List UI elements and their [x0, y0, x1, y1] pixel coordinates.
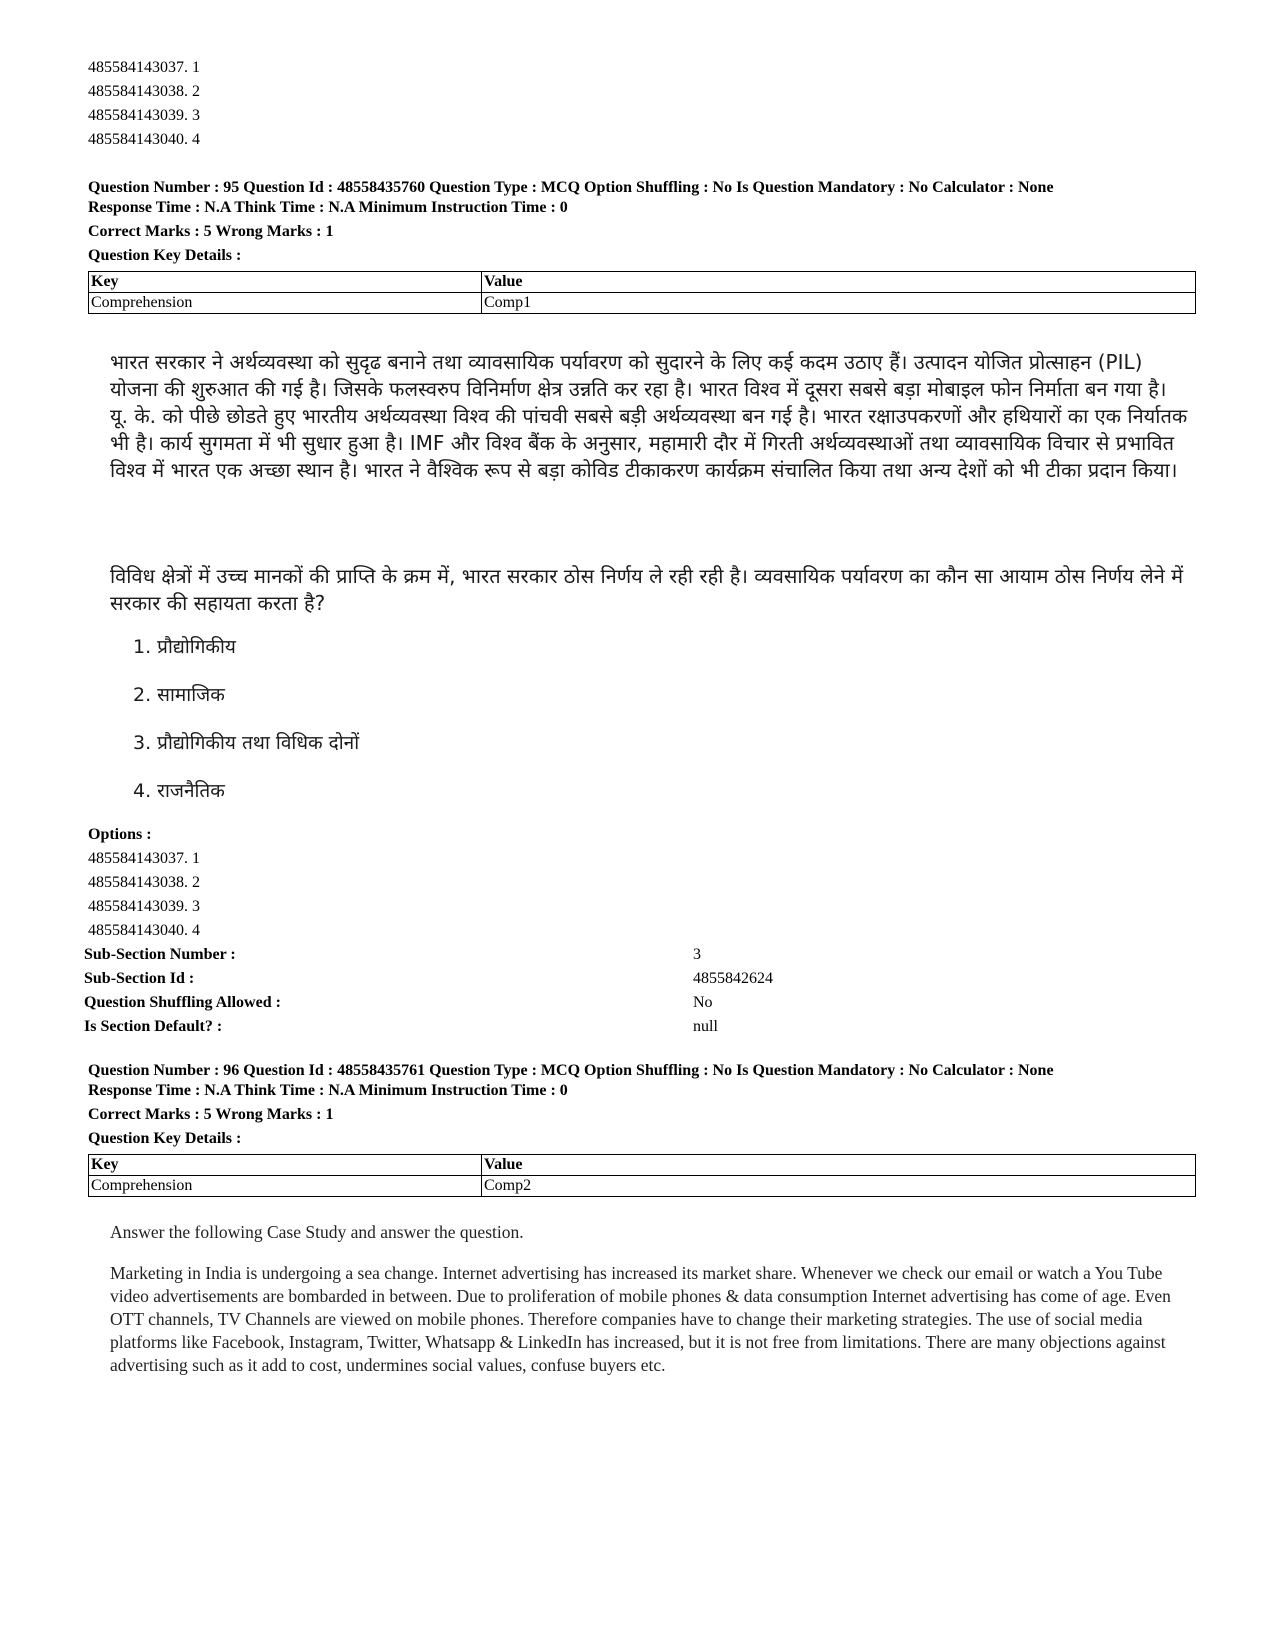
subsection-number-label: Sub-Section Number :: [84, 946, 236, 963]
case-study-intro: Answer the following Case Study and answer the question.: [110, 1222, 524, 1242]
key-details-label: Question Key Details :: [88, 247, 242, 264]
option-line: 485584143037. 1: [88, 59, 200, 76]
option-line: 485584143038. 2: [88, 83, 200, 100]
top-options-list: [88, 56, 200, 152]
question-96-header: [88, 1061, 1198, 1151]
question-96-passage-block: [110, 1221, 1190, 1377]
section-default-label: Is Section Default? :: [84, 1018, 223, 1035]
hindi-passage: भारत सरकार ने अर्थव्यवस्था को सुदृढ बनाने तथा व्यावसायिक पर्यावरण को सुदारने के लिए कई कदम उठाए हैं। उत्पादन योजित प्रोत्साहन (PIL) योजना की शुरुआत की गई है। जिसके फलस्वरुप विनिर्माण क्षेत्र उन्नति कर रहा है। भारत विश्व में दूसरा सबसे बड़ा मोबाइल फोन निर्माता बन गया है। यू. के. को पीछे छोडते हुए भारतीय अर्थव्यवस्था विश्व की पांचवी सबसे बड़ी अर्थव्यवस्था बन गई है। भारत रक्षाउपकरणों और हथियारों का एक निर्यातक भी है। कार्य सुगमता में भी सुधार हुआ है। IMF और विश्व बैंक के अनुसार, महामारी दौर में गिरती अर्थव्यवस्थाओं तथा व्यावसायिक विचार से प्रभावित विश्व में भारत एक अच्छा स्थान है। भारत ने वैश्विक रूप से बड़ा कोविड टीकाकरण कार्यक्रम संचालित किया तथा अन्य देशों को भी टीका प्रदान किया।: [110, 350, 1188, 482]
choice-item: 4. राजनैतिक: [133, 780, 225, 802]
question-95-passage: [110, 349, 1190, 484]
question-95-key-table: [88, 271, 1196, 314]
question-95-question: [110, 563, 1190, 617]
question-header-line2: Response Time : N.A Think Time : N.A Minimum Instruction Time : 0: [88, 199, 568, 216]
key-cell: Comprehension: [89, 1176, 482, 1197]
question-95-choices: [133, 634, 359, 826]
option-line: 485584143037. 1: [88, 850, 200, 867]
option-line: 485584143038. 2: [88, 874, 200, 891]
question-header-line2: Response Time : N.A Think Time : N.A Minimum Instruction Time : 0: [88, 1082, 568, 1099]
option-line: 485584143039. 3: [88, 107, 200, 124]
hindi-question: विविध क्षेत्रों में उच्च मानकों की प्राप्ति के क्रम में, भारत सरकार ठोस निर्णय ले रही रही है। व्यवसायिक पर्यावरण का कौन सा आयाम ठोस निर्णय लेने में सरकार की सहायता करता है?: [110, 564, 1184, 615]
question-95-options: [88, 823, 200, 943]
value-cell: Comp1: [482, 293, 1196, 314]
question-header-line1: Question Number : 96 Question Id : 48558435761 Question Type : MCQ Option Shuffling : No Is Question Mandatory : No Calculator : None: [88, 1062, 1054, 1079]
marks-line: Correct Marks : 5 Wrong Marks : 1: [88, 223, 334, 240]
question-96-key-table: [88, 1154, 1196, 1197]
value-header: Value: [482, 1155, 1196, 1176]
key-cell: Comprehension: [89, 293, 482, 314]
key-details-label: Question Key Details :: [88, 1130, 242, 1147]
option-line: 485584143039. 3: [88, 898, 200, 915]
value-cell: Comp2: [482, 1176, 1196, 1197]
marks-line: Correct Marks : 5 Wrong Marks : 1: [88, 1106, 334, 1123]
shuffling-allowed-label: Question Shuffling Allowed :: [84, 994, 281, 1011]
key-header: Key: [89, 1155, 482, 1176]
subsection-id-label: Sub-Section Id :: [84, 970, 195, 987]
choice-item: 1. प्रौद्योगिकीय: [133, 636, 236, 658]
subsection-id-value: 4855842624: [693, 970, 773, 987]
choice-item: 2. सामाजिक: [133, 684, 225, 706]
choice-item: 3. प्रौद्योगिकीय तथा विधिक दोनों: [133, 732, 360, 754]
subsection-number-value: 3: [693, 946, 701, 963]
section-default-value: null: [693, 1018, 718, 1035]
case-study-passage: Marketing in India is undergoing a sea change. Internet advertising has increased its market share. Whenever we check our email or watch a You Tube video advertisements are bombarded in between. Due to proliferation of mobile phones & data consumption Internet advertising has come of age. Even OTT channels, TV Channels are viewed on mobile phones. Therefore companies have to change their marketing strategies. The use of social media platforms like Facebook, Instagram, Twitter, Whatsapp & LinkedIn has increased, but it is not free from limitations. There are many objections against advertising such as it add to cost, undermines social values, confuse buyers etc.: [110, 1263, 1171, 1375]
options-label: Options :: [88, 826, 152, 843]
question-header-line1: Question Number : 95 Question Id : 48558435760 Question Type : MCQ Option Shuffling : No Is Question Mandatory : No Calculator : None: [88, 179, 1054, 196]
value-header: Value: [482, 272, 1196, 293]
shuffling-allowed-value: No: [693, 994, 713, 1011]
key-header: Key: [89, 272, 482, 293]
question-95-header: [88, 178, 1198, 268]
option-line: 485584143040. 4: [88, 922, 200, 939]
option-line: 485584143040. 4: [88, 131, 200, 148]
